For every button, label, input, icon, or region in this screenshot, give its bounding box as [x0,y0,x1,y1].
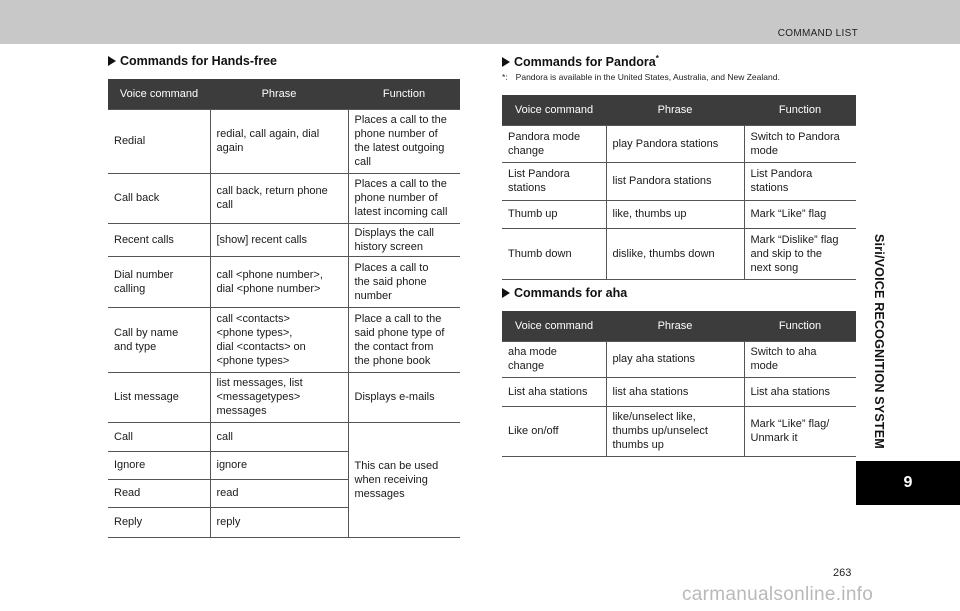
function-cell-line: the latest outgoing [354,142,445,154]
pandora-heading-mark: * [655,54,659,63]
function-cell-line: mode [750,144,779,157]
table-row [502,200,856,228]
voice-command-cell-line: List aha stations [508,385,588,398]
phrase-cell [606,162,744,200]
voice-command-cell-line: stations [508,182,546,194]
chapter-side-label: Siri/VOICE RECOGNITION SYSTEM [872,233,886,449]
function-cell-line: the contact from [354,340,434,353]
table-row [502,377,856,406]
voice-command-cell-line: calling [114,282,146,295]
phrase-cell [210,372,348,422]
voice-command-cell [108,256,210,307]
phrase-cell-line: messages [216,405,267,417]
phrase-cell-line: dial <phone number> [216,282,321,295]
function-cell-line: messages [354,487,405,500]
function-cell-line: Mark “Dislike” flag [750,233,839,246]
phrase-cell [606,377,744,406]
phrase-cell [210,256,348,307]
function-cell-line: This can be used [354,459,439,472]
phrase-cell [606,125,744,162]
function-cell [744,406,856,456]
watermark-text: carmanualsonline.info [682,584,874,605]
table-row [108,173,460,223]
voice-command-cell-line: Thumb down [508,247,572,260]
function-cell-line: when receiving [354,473,428,486]
voice-command-cell [108,223,210,256]
function-cell-line: Displays the call [354,226,434,239]
voice-command-cell-line: change [508,360,545,372]
phrase-cell-line: dislike, thumbs down [612,247,715,260]
page-header-bar [0,0,960,44]
function-cell [348,109,460,173]
function-cell [744,162,856,200]
table-row [108,223,460,256]
phrase-cell [606,406,744,456]
phrase-cell-line: like, thumbs up [612,208,687,220]
handsfree-heading [108,54,277,68]
phrase-cell-line: call back, return phone [216,185,328,197]
function-cell-line: the said phone [354,275,427,288]
voice-command-cell-line: Recent calls [114,233,174,246]
phrase-cell: reply [210,507,348,537]
phrase-cell-line: again [216,142,244,154]
voice-command-cell-line: Call by name [114,326,179,339]
voice-command-cell-line: aha mode [508,346,557,358]
pandora-heading-text: Commands for Pandora [514,55,656,70]
phrase-cell-line: redial, call again, dial [216,128,320,140]
voice-command-cell [502,377,606,406]
phrase-cell [210,109,348,173]
voice-command-cell-line: List Pandora [508,168,570,180]
function-cell [348,173,460,223]
table-row [108,256,460,307]
function-cell-line: next song [750,261,799,274]
function-cell-line: Mark “Like” flag/ [750,418,830,430]
aha-heading-text: Commands for aha [514,286,628,300]
phrase-cell-line: call [216,199,234,211]
function-cell-line: call [354,156,372,168]
aha-heading [502,286,627,300]
function-cell-line: latest incoming call [354,206,448,218]
voice-command-cell-line: Redial [114,135,146,147]
phrase-cell [210,307,348,372]
function-cell-line: Switch to Pandora [750,130,840,143]
aha-command-table [502,311,856,457]
voice-command-cell-line: and type [114,340,157,353]
function-cell [348,307,460,372]
function-cell [744,228,856,279]
function-cell-line: said phone type of [354,326,445,339]
function-cell-line: Places a call to the [354,178,447,190]
function-cell-line: stations [750,182,789,194]
function-cell [744,200,856,228]
triangle-bullet-icon [502,57,510,67]
voice-command-cell-line: change [508,144,545,157]
table-row [502,406,856,456]
function-cell [348,422,460,537]
phrase-cell-line: call <phone number>, [216,268,323,281]
voice-command-cell-line: Like on/off [508,425,559,437]
table-row [108,109,460,173]
col-header-voice-command: Voice command [108,79,210,109]
function-cell-line: List aha stations [750,385,830,398]
page-number: 263 [833,567,852,579]
function-cell-line: List Pandora [750,168,813,180]
table-row [502,228,856,279]
function-cell [744,341,856,377]
table-header-row [502,311,856,341]
phrase-cell-line: thumbs up/unselect [612,425,708,437]
phrase-cell [210,173,348,223]
function-cell-line: Switch to aha [750,346,817,358]
col-header-phrase: Phrase [210,79,348,109]
voice-command-cell [502,162,606,200]
function-cell-line: Places a call to [354,261,429,274]
phrase-cell [606,228,744,279]
handsfree-command-table [108,79,460,538]
pandora-command-table [502,95,856,280]
triangle-bullet-icon [502,288,510,298]
triangle-bullet-icon [108,56,116,66]
phrase-cell-line: call <contacts> [216,312,290,325]
function-cell-line: history screen [354,240,423,253]
phrase-cell-line: play Pandora stations [612,137,719,150]
voice-command-cell [502,406,606,456]
function-cell-line: number [354,289,392,302]
function-cell [744,125,856,162]
voice-command-cell [502,200,606,228]
col-header-phrase: Phrase [606,311,744,341]
phrase-cell-line: list Pandora stations [612,175,712,187]
phrase-cell-line: <phone types> [216,354,290,367]
phrase-cell-line: <phone types>, [216,326,293,339]
page-header-title: COMMAND LIST [777,28,858,39]
phrase-cell [210,223,348,256]
phrase-cell-line: play aha stations [612,353,696,365]
phrase-cell: ignore [210,451,348,479]
table-row [502,162,856,200]
phrase-cell [606,200,744,228]
table-header-row [108,79,460,109]
function-cell-line: phone number of [354,128,438,140]
table-row [502,341,856,377]
table-row [108,307,460,372]
function-cell-line: Places a call to the [354,114,447,126]
voice-command-cell: Reply [108,507,210,537]
col-header-function: Function [348,79,460,109]
voice-command-cell [502,341,606,377]
function-cell [348,223,460,256]
phrase-cell: read [210,479,348,507]
phrase-cell-line: [show] recent calls [216,233,307,246]
col-header-voice-command: Voice command [502,95,606,125]
function-cell [348,372,460,422]
voice-command-cell-line: Pandora mode [508,130,581,143]
voice-command-cell: Call [108,422,210,451]
chapter-number-tab: 9 [856,461,960,505]
col-header-function: Function [744,311,856,341]
voice-command-cell-line: List message [114,391,179,403]
phrase-cell-line: list messages, list [216,377,303,389]
voice-command-cell: Ignore [108,451,210,479]
function-cell-line: and skip to the [750,247,823,260]
phrase-cell-line: <messagetypes> [216,391,301,403]
phrase-cell: call [210,422,348,451]
phrase-cell-line: dial <contacts> on [216,340,306,353]
voice-command-cell [502,125,606,162]
handsfree-heading-text: Commands for Hands-free [120,54,277,68]
voice-command-cell-line: Thumb up [508,208,558,220]
phrase-cell [606,341,744,377]
voice-command-cell [108,307,210,372]
voice-command-cell [108,372,210,422]
table-header-row [502,95,856,125]
table-row [502,125,856,162]
function-cell-line: Place a call to the [354,312,442,325]
function-cell [744,377,856,406]
voice-command-cell-line: Call back [114,192,160,204]
col-header-function: Function [744,95,856,125]
function-cell [348,256,460,307]
function-cell-line: the phone book [354,354,431,367]
voice-command-cell [108,173,210,223]
voice-command-cell [108,109,210,173]
pandora-heading [502,54,659,69]
table-row [108,422,460,451]
voice-command-cell: Read [108,479,210,507]
pandora-footnote [502,72,780,82]
phrase-cell-line: like/unselect like, [612,411,696,423]
function-cell-line: phone number of [354,192,438,204]
voice-command-cell-line: Dial number [114,268,174,281]
footnote-mark: *: [502,72,508,82]
phrase-cell-line: thumbs up [612,439,664,451]
function-cell-line: mode [750,360,779,372]
col-header-voice-command: Voice command [502,311,606,341]
voice-command-cell [502,228,606,279]
function-cell-line: Displays e-mails [354,391,435,403]
footnote-text: Pandora is available in the United States, Australia, and New Zealand. [515,72,780,82]
function-cell-line: Mark “Like” flag [750,208,827,220]
col-header-phrase: Phrase [606,95,744,125]
function-cell-line: Unmark it [750,432,798,444]
phrase-cell-line: list aha stations [612,385,689,398]
table-row [108,372,460,422]
